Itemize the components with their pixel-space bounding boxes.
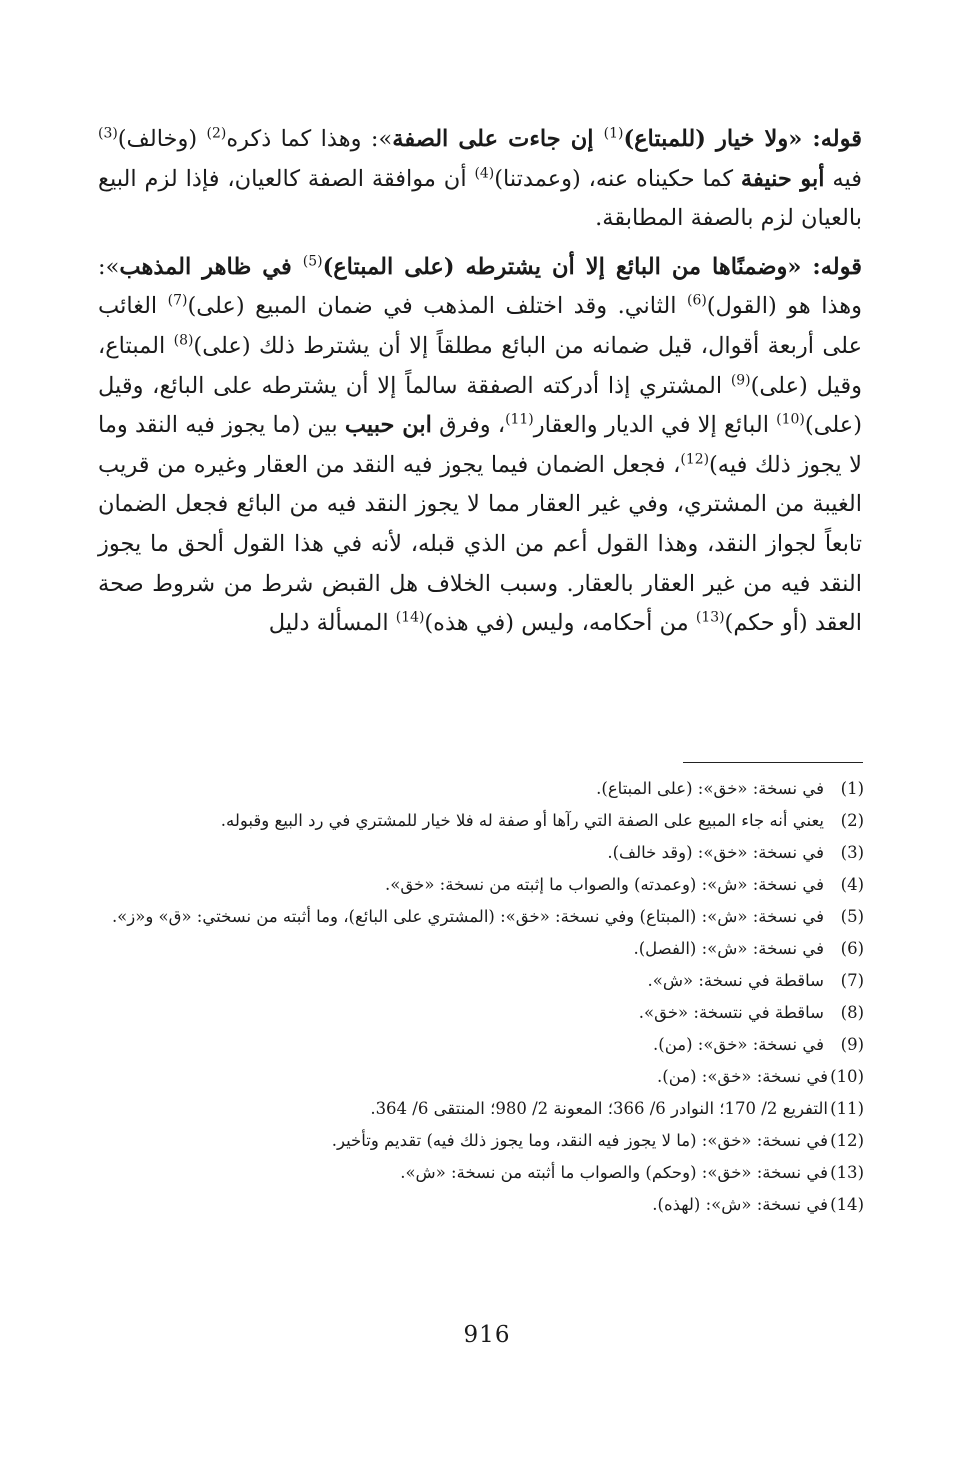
footnote-number: (11) bbox=[830, 1099, 864, 1118]
footnote-ref: (4) bbox=[474, 165, 495, 182]
person-name: ابن حبيب bbox=[344, 412, 432, 439]
footnote-ref: (8) bbox=[173, 332, 194, 349]
footnote-item bbox=[98, 1029, 864, 1061]
footnote-ref: (13) bbox=[695, 609, 725, 626]
footnotes bbox=[98, 773, 864, 1221]
footnote-text: في نسخة: «ش»: (لهذه). bbox=[652, 1195, 828, 1214]
footnote-number: (6) bbox=[840, 939, 864, 958]
footnote-number: (3) bbox=[840, 843, 864, 862]
footnote-number: (7) bbox=[840, 971, 864, 990]
quoted-text: ولا خيار (للمبتاع) bbox=[623, 126, 789, 152]
footnote-text: في نسخة: «ش»: (وعمدته) والصواب ما إثبته من نسخة: «خق». bbox=[385, 875, 824, 894]
footnote-ref: (2) bbox=[206, 125, 227, 142]
text-run: »: وهذا كما ذكره bbox=[226, 126, 393, 152]
text-run: ، فجعل الضمان فيما يجوز فيه النقد من العقار وغيره من قريب الغيبة من المشتري، وفي غير العقار مما لا يجوز النقد فيه من البائع فجعل الضمان تابعاً لجواز النقد، وهذا القول أعم من الذي قبله، لأنه في هذا القول ألحق ما يجوز النقد فيه من غير العقار بالعقار. وسبب الخلاف هل القبض شرط من شروط صحة العقد (أو حكم) bbox=[98, 451, 862, 637]
footnote-item bbox=[98, 997, 864, 1029]
footnote-text: التفريع 2/ 170؛ النوادر 6/ 366؛ المعونة 2/ 980؛ المنتقى 6/ 364. bbox=[370, 1099, 828, 1118]
footnote-item bbox=[98, 1189, 864, 1221]
text-run: من أحكامه، وليس (في هذه) bbox=[424, 610, 696, 637]
footnote-item bbox=[98, 933, 864, 965]
footnote-text: ساقطة في نسخة: «ش». bbox=[647, 971, 824, 990]
footnote-ref: (1) bbox=[603, 125, 624, 142]
text-run: أن موافقة الصفة كالعيان، فإذا لزم البيع بالعيان لزم بالصفة المطابقة. bbox=[98, 165, 862, 232]
footnote-separator bbox=[683, 762, 863, 763]
footnote-number: (1) bbox=[840, 779, 864, 798]
text-run: البائع إلا في الديار والعقار bbox=[533, 412, 777, 439]
text-run: فيه bbox=[824, 165, 862, 192]
footnote-text: في نسخة: «خق»: (من). bbox=[653, 1035, 824, 1054]
footnote-item bbox=[98, 1093, 864, 1125]
footnote-text: في نسخة: «خق»: (وقد خالف). bbox=[607, 843, 824, 862]
footnote-text: في نسخة: «ش»: (الفصل). bbox=[633, 939, 824, 958]
text-run: قوله: « bbox=[787, 253, 863, 280]
footnote-item bbox=[98, 1061, 864, 1093]
footnote-text: يعني أنه جاء المبيع على الصفة التي رآها أو صفة له فلا خيار للمشتري في رد البيع وقبوله. bbox=[220, 811, 824, 830]
footnote-number: (12) bbox=[830, 1131, 864, 1150]
footnote-item bbox=[98, 805, 864, 837]
text-run: بين (ما يجوز فيه النقد وما لا يجوز ذلك فيه) bbox=[98, 412, 862, 478]
footnote-number: (2) bbox=[840, 811, 864, 830]
footnote-text: في نسخة: «خق»: (من). bbox=[657, 1067, 828, 1086]
footnote-item bbox=[98, 1157, 864, 1189]
text-run: قوله: « bbox=[788, 126, 863, 152]
footnote-number: (10) bbox=[830, 1067, 864, 1086]
footnote-item bbox=[98, 901, 864, 933]
footnote-ref: (9) bbox=[730, 372, 751, 389]
footnote-item bbox=[98, 1125, 864, 1157]
footnote-item bbox=[98, 773, 864, 805]
paragraph-1 bbox=[98, 120, 862, 239]
page-number: 916 bbox=[463, 1322, 511, 1348]
quoted-text: إن جاءت على الصفة bbox=[392, 126, 604, 152]
footnote-text: في نسخة: «ش»: (المبتاع) وفي نسخة: «خق»: (المشتري على البائع)، وما أثبته من نسختي: «ق» و«ز». bbox=[111, 907, 824, 926]
footnote-number: (13) bbox=[830, 1163, 864, 1182]
footnote-ref: (7) bbox=[167, 292, 188, 309]
footnote-ref: (10) bbox=[776, 411, 805, 428]
text-run: »: وهذا هو (القول) bbox=[98, 253, 863, 320]
footnote-ref: (14) bbox=[395, 609, 425, 626]
quoted-text: وضمنًاها من البائع إلا أن يشترطه (على المبتاع) bbox=[322, 253, 788, 280]
footnote-text: في نسخة: «خق»: (ما لا يجوز فيه النقد، وما يجوز ذلك فيه) تقديم وتأخير. bbox=[331, 1131, 828, 1150]
footnote-text: في نسخة: «خق»: (على المبتاع). bbox=[596, 779, 824, 798]
text-run: كما حكيناه عنه، (وعمدتنا) bbox=[494, 165, 741, 192]
text-run: (وخالف) bbox=[117, 126, 207, 152]
footnote-ref: (3) bbox=[98, 125, 118, 142]
text-run: المسألة دليل bbox=[268, 610, 396, 637]
text-run: المبتاع، وقيل (على) bbox=[98, 332, 862, 399]
footnote-text: في نسخة: «خق»: (وحكم) والصواب ما أثبته من نسخة: «ش». bbox=[400, 1163, 828, 1182]
person-name: أبو حنيفة bbox=[740, 165, 825, 192]
footnote-item bbox=[98, 869, 864, 901]
footnote-ref: (11) bbox=[505, 411, 534, 428]
footnote-number: (5) bbox=[840, 907, 864, 926]
footnote-number: (8) bbox=[840, 1003, 864, 1022]
footnote-number: (4) bbox=[840, 875, 864, 894]
paragraph-2 bbox=[98, 248, 862, 644]
text-run: الثاني. وقد اختلف المذهب في ضمان المبيع (على) bbox=[187, 293, 687, 320]
footnote-number: (9) bbox=[840, 1035, 864, 1054]
text-run: المشتري إذا أدركته الصفقة سالماً إلا أن يشترطه على البائع، وقيل (على) bbox=[98, 372, 862, 439]
text-run: ، وفرق bbox=[431, 412, 506, 439]
quoted-text: في ظاهر المذهب bbox=[119, 253, 303, 280]
footnote-ref: (6) bbox=[686, 292, 707, 309]
footnote-number: (14) bbox=[830, 1195, 864, 1214]
footnote-text: ساقطة في نتسخة: «خق». bbox=[638, 1003, 824, 1022]
footnote-ref: (12) bbox=[680, 451, 710, 468]
main-text bbox=[98, 120, 862, 653]
footnote-item bbox=[98, 965, 864, 997]
text-run: الغائب على أربعة أقوال، قيل ضمانه من البائع مطلقاً إلا أن يشترط ذلك (على) bbox=[98, 293, 863, 359]
footnote-item bbox=[98, 837, 864, 869]
footnote-ref: (5) bbox=[302, 253, 323, 270]
